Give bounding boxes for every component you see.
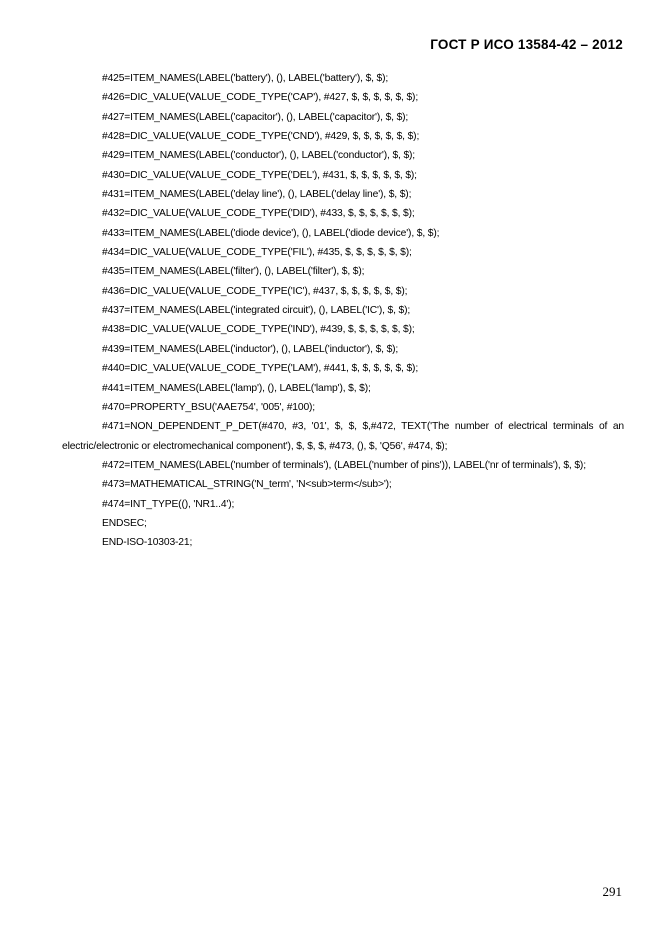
code-line: #441=ITEM_NAMES(LABEL('lamp'), (), LABEL('lamp'), $, $);	[102, 382, 371, 394]
code-listing	[62, 69, 624, 553]
code-line: #440=DIC_VALUE(VALUE_CODE_TYPE('LAM'), #441, $, $, $, $, $, $);	[102, 363, 419, 375]
code-line: #432=DIC_VALUE(VALUE_CODE_TYPE('DID'), #433, $, $, $, $, $, $);	[102, 208, 415, 220]
code-line: END-ISO-10303-21;	[102, 537, 193, 549]
code-line: #439=ITEM_NAMES(LABEL('inductor'), (), LABEL('inductor'), $, $);	[102, 343, 399, 355]
code-line: #436=DIC_VALUE(VALUE_CODE_TYPE('IC'), #437, $, $, $, $, $, $);	[102, 285, 408, 297]
code-line-wrapped: #472=ITEM_NAMES(LABEL('number of terminals'), (LABEL('number of pins')), LABEL('nr of terminals'), $, $);	[102, 459, 586, 471]
code-line-wrapped: #471=NON_DEPENDENT_P_DET(#470, #3, '01', $, $, $,#472, TEXT('The number of electrical terminals of an electric/electronic or electromechanical component'), $, $, $, #473, (), $, 'Q56', #474, $);	[62, 421, 624, 452]
code-line: #474=INT_TYPE((), 'NR1..4');	[102, 498, 235, 510]
code-line: #435=ITEM_NAMES(LABEL('filter'), (), LABEL('filter'), $, $);	[102, 266, 365, 278]
code-line: ENDSEC;	[102, 517, 147, 529]
code-line: #428=DIC_VALUE(VALUE_CODE_TYPE('CND'), #429, $, $, $, $, $, $);	[102, 131, 420, 143]
code-line: #473=MATHEMATICAL_STRING('N_term', 'N<sub>term</sub>');	[102, 479, 392, 491]
page-number: 291	[602, 884, 622, 899]
code-line: #434=DIC_VALUE(VALUE_CODE_TYPE('FIL'), #435, $, $, $, $, $, $);	[102, 247, 412, 259]
code-line: #425=ITEM_NAMES(LABEL('battery'), (), LABEL('battery'), $, $);	[102, 73, 389, 84]
code-line: #437=ITEM_NAMES(LABEL('integrated circuit'), (), LABEL('IC'), $, $);	[102, 305, 411, 317]
code-line: #426=DIC_VALUE(VALUE_CODE_TYPE('CAP'), #427, $, $, $, $, $, $);	[102, 92, 419, 104]
code-line: #470=PROPERTY_BSU('AAE754', '005', #100);	[102, 401, 316, 413]
code-line: #431=ITEM_NAMES(LABEL('delay line'), (), LABEL('delay line'), $, $);	[102, 189, 412, 201]
code-line: #427=ITEM_NAMES(LABEL('capacitor'), (), LABEL('capacitor'), $, $);	[102, 111, 409, 123]
code-line: #433=ITEM_NAMES(LABEL('diode device'), (), LABEL('diode device'), $, $);	[102, 227, 440, 239]
code-line: #429=ITEM_NAMES(LABEL('conductor'), (), LABEL('conductor'), $, $);	[102, 150, 416, 162]
document-header: ГОСТ Р ИСО 13584-42 – 2012	[430, 37, 623, 52]
code-line: #438=DIC_VALUE(VALUE_CODE_TYPE('IND'), #439, $, $, $, $, $, $);	[102, 324, 415, 336]
code-line: #430=DIC_VALUE(VALUE_CODE_TYPE('DEL'), #431, $, $, $, $, $, $);	[102, 169, 417, 181]
